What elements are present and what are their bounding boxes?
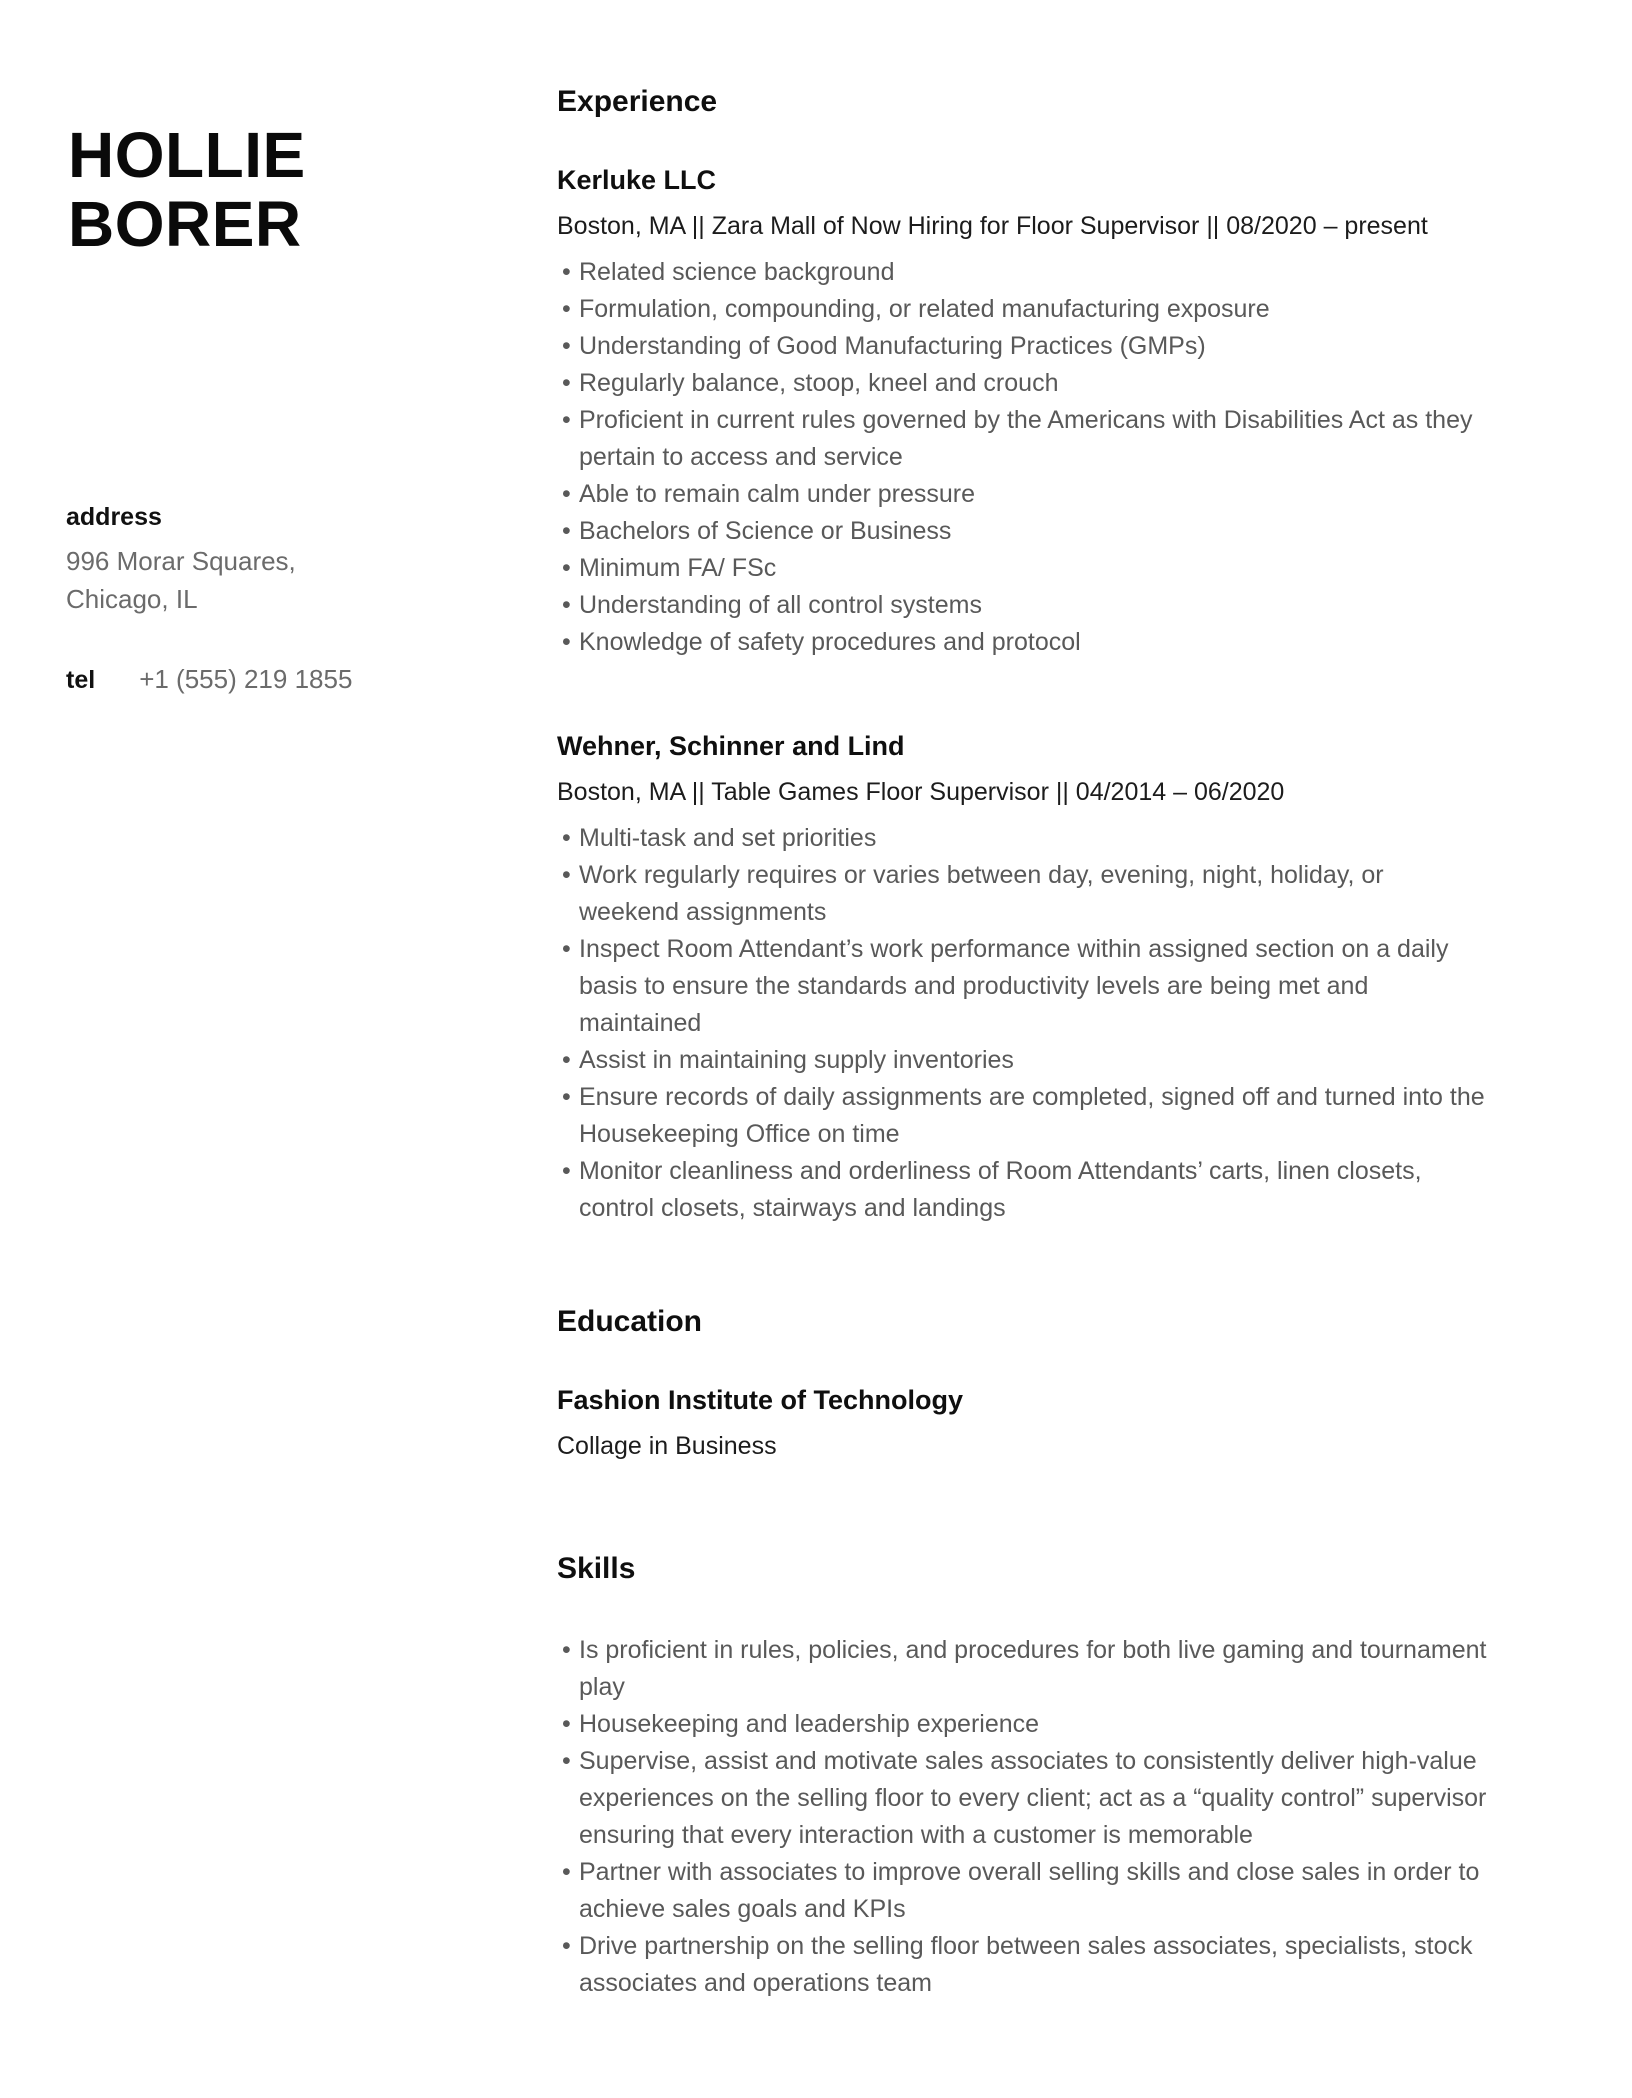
- bullet-item: • Bachelors of Science or Business: [557, 513, 1487, 550]
- bullet-item: • Partner with associates to improve overall selling skills and close sales in order to achieve sales goals and KPIs: [557, 1854, 1487, 1928]
- skills-bullet-list: [557, 1632, 1487, 2002]
- bullet-item: • Minimum FA/ FSc: [557, 550, 1487, 587]
- tel-label: tel: [66, 666, 96, 694]
- bullet-item: • Inspect Room Attendant’s work performance within assigned section on a daily basis to ensure the standards and productivity levels are being met and maintained: [557, 931, 1487, 1042]
- bullet-item: • Formulation, compounding, or related manufacturing exposure: [557, 291, 1487, 328]
- tel-block: [66, 664, 496, 695]
- education-section-title: Education: [557, 1305, 703, 1338]
- experience-entry-1: [557, 165, 1487, 661]
- bullet-item: • Understanding of Good Manufacturing Practices (GMPs): [557, 328, 1487, 365]
- school-name: Fashion Institute of Technology: [557, 1385, 963, 1415]
- bullet-item: • Ensure records of daily assignments are completed, signed off and turned into the Housekeeping Office on time: [557, 1079, 1487, 1153]
- experience-section-title: Experience: [557, 85, 718, 118]
- entry-meta: Boston, MA || Table Games Floor Supervisor || 04/2014 – 06/2020: [557, 778, 1285, 806]
- bullet-item: • Related science background: [557, 254, 1487, 291]
- bullet-item: • Proficient in current rules governed by the Americans with Disabilities Act as they pertain to access and service: [557, 402, 1487, 476]
- candidate-name: [68, 118, 306, 260]
- bullet-item: • Understanding of all control systems: [557, 587, 1487, 624]
- bullet-list: [557, 820, 1487, 1227]
- address-label: address: [66, 503, 162, 531]
- bullet-item: • Regularly balance, stoop, kneel and crouch: [557, 365, 1487, 402]
- address-block: [66, 502, 496, 618]
- bullet-item: • Monitor cleanliness and orderliness of Room Attendants’ carts, linen closets, control closets, stairways and landings: [557, 1153, 1487, 1227]
- bullet-item: • Is proficient in rules, policies, and procedures for both live gaming and tournament play: [557, 1632, 1487, 1706]
- entry-meta: Boston, MA || Zara Mall of Now Hiring for Floor Supervisor || 08/2020 – present: [557, 212, 1428, 240]
- address-line1: 996 Morar Squares,: [66, 546, 296, 576]
- bullet-item: • Drive partnership on the selling floor between sales associates, specialists, stock associates and operations team: [557, 1928, 1487, 2002]
- bullet-item: • Assist in maintaining supply inventories: [557, 1042, 1487, 1079]
- main-content: [557, 85, 1487, 2002]
- education-entry: [557, 1385, 1487, 1466]
- candidate-name-line1: HOLLIE: [68, 118, 306, 191]
- tel-value: +1 (555) 219 1855: [139, 664, 353, 694]
- bullet-item: • Knowledge of safety procedures and protocol: [557, 624, 1487, 661]
- degree-name: Collage in Business: [557, 1432, 777, 1460]
- address-line2: Chicago, IL: [66, 584, 198, 614]
- bullet-item: • Able to remain calm under pressure: [557, 476, 1487, 513]
- company-name: Kerluke LLC: [557, 165, 717, 195]
- skills-section-title: Skills: [557, 1552, 636, 1585]
- bullet-item: • Multi-task and set priorities: [557, 820, 1487, 857]
- bullet-list: [557, 254, 1487, 661]
- bullet-item: • Work regularly requires or varies between day, evening, night, holiday, or weekend assignments: [557, 857, 1487, 931]
- company-name: Wehner, Schinner and Lind: [557, 731, 905, 761]
- bullet-item: • Housekeeping and leadership experience: [557, 1706, 1487, 1743]
- experience-entry-2: [557, 731, 1487, 1227]
- bullet-item: • Supervise, assist and motivate sales associates to consistently deliver high-value experiences on the selling floor to every client; act as a “quality control” supervisor ensuring that every interaction with a customer is memorable: [557, 1743, 1487, 1854]
- candidate-name-line2: BORER: [68, 187, 302, 260]
